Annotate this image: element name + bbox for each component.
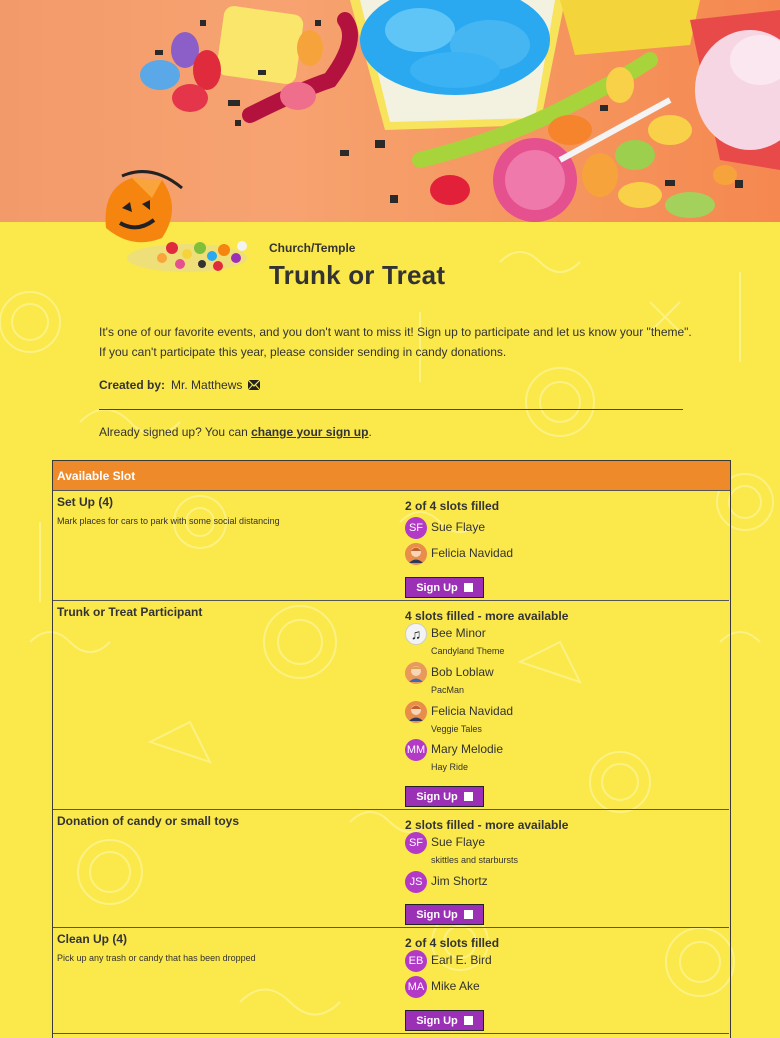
slot-status: 2 of 4 slots filled [405,936,500,950]
man-photo-avatar-icon [405,662,427,684]
slot-status: 2 slots filled - more available [405,818,569,832]
slot-status: 2 of 4 slots filled [405,499,500,513]
divider [99,409,683,410]
checkbox-icon[interactable] [464,910,473,919]
event-category: Church/Temple [269,241,356,255]
slot-name: Trunk or Treat Participant [57,605,203,619]
person-name: Felicia Navidad [431,704,514,718]
page-title: Trunk or Treat [269,260,446,290]
avatar: SF [405,832,427,854]
mail-icon[interactable] [248,380,260,390]
already-signed-up-text: Already signed up? You can change your sign up. [99,425,372,439]
music-note-avatar-icon: ♫ [405,623,427,645]
person-note: PacMan [431,685,465,695]
person-note: Veggie Tales [431,724,482,734]
slot-description: Mark places for cars to park with some social distancing [57,516,280,526]
avatar: MM [405,739,427,761]
signup-entry [405,976,480,998]
created-by [99,378,260,392]
person-name: Bee Minor [431,626,486,640]
signup-entry [405,871,488,893]
person-name: Mike Ake [431,979,480,993]
slot-name: Donation of candy or small toys [57,814,240,828]
person-name: Bob Loblaw [431,665,494,679]
created-by-label: Created by: [99,378,166,392]
person-note: Candyland Theme [431,646,505,656]
signup-entry [405,832,518,866]
checkbox-icon[interactable] [464,1016,473,1025]
person-name: Sue Flaye [431,835,486,849]
table-row [53,928,729,1034]
checkbox-icon[interactable] [464,583,473,592]
person-name: Felicia Navidad [431,546,514,560]
signup-button[interactable]: Sign Up [405,786,484,807]
table-row [53,810,729,928]
signup-entry [405,517,485,539]
person-note: skittles and starbursts [431,855,519,865]
avatar: MA [405,976,427,998]
signup-entry [405,623,504,657]
signup-button[interactable]: Sign Up [405,904,484,925]
change-signup-link[interactable]: change your sign up [251,425,369,439]
signup-entry [405,950,492,972]
person-name: Earl E. Bird [431,953,492,967]
person-name: Jim Shortz [431,874,488,888]
slot-description: Pick up any trash or candy that has been dropped [57,953,256,963]
signup-entry [405,739,503,773]
signup-entry [405,543,513,565]
woman-photo-avatar-icon [405,701,427,723]
signup-entry [405,662,494,696]
slots-table [52,460,731,1038]
checkbox-icon[interactable] [464,792,473,801]
table-row [53,491,729,601]
slot-name: Clean Up (4) [57,932,128,946]
avatar: EB [405,950,427,972]
person-note: Hay Ride [431,762,469,772]
slot-status: 4 slots filled - more available [405,609,569,623]
person-name: Mary Melodie [431,742,504,756]
signup-entry [405,701,513,735]
woman-photo-avatar-icon [405,543,427,565]
avatar: SF [405,517,427,539]
event-description: It's one of our favorite events, and you don't want to miss it! Sign up to participate and let us know your "theme". If you can't participate this year, please consider sending in candy donations. [99,325,692,359]
slot-name: Set Up (4) [57,495,114,509]
avatar: JS [405,871,427,893]
table-header: Available Slot [53,461,730,491]
signup-button[interactable]: Sign Up [405,1010,484,1031]
pumpkin-bucket-icon [92,168,252,286]
person-name: Sue Flaye [431,520,486,534]
signup-button[interactable]: Sign Up [405,577,484,598]
table-row [53,601,729,810]
organizer-name: Mr. Matthews [171,378,243,392]
